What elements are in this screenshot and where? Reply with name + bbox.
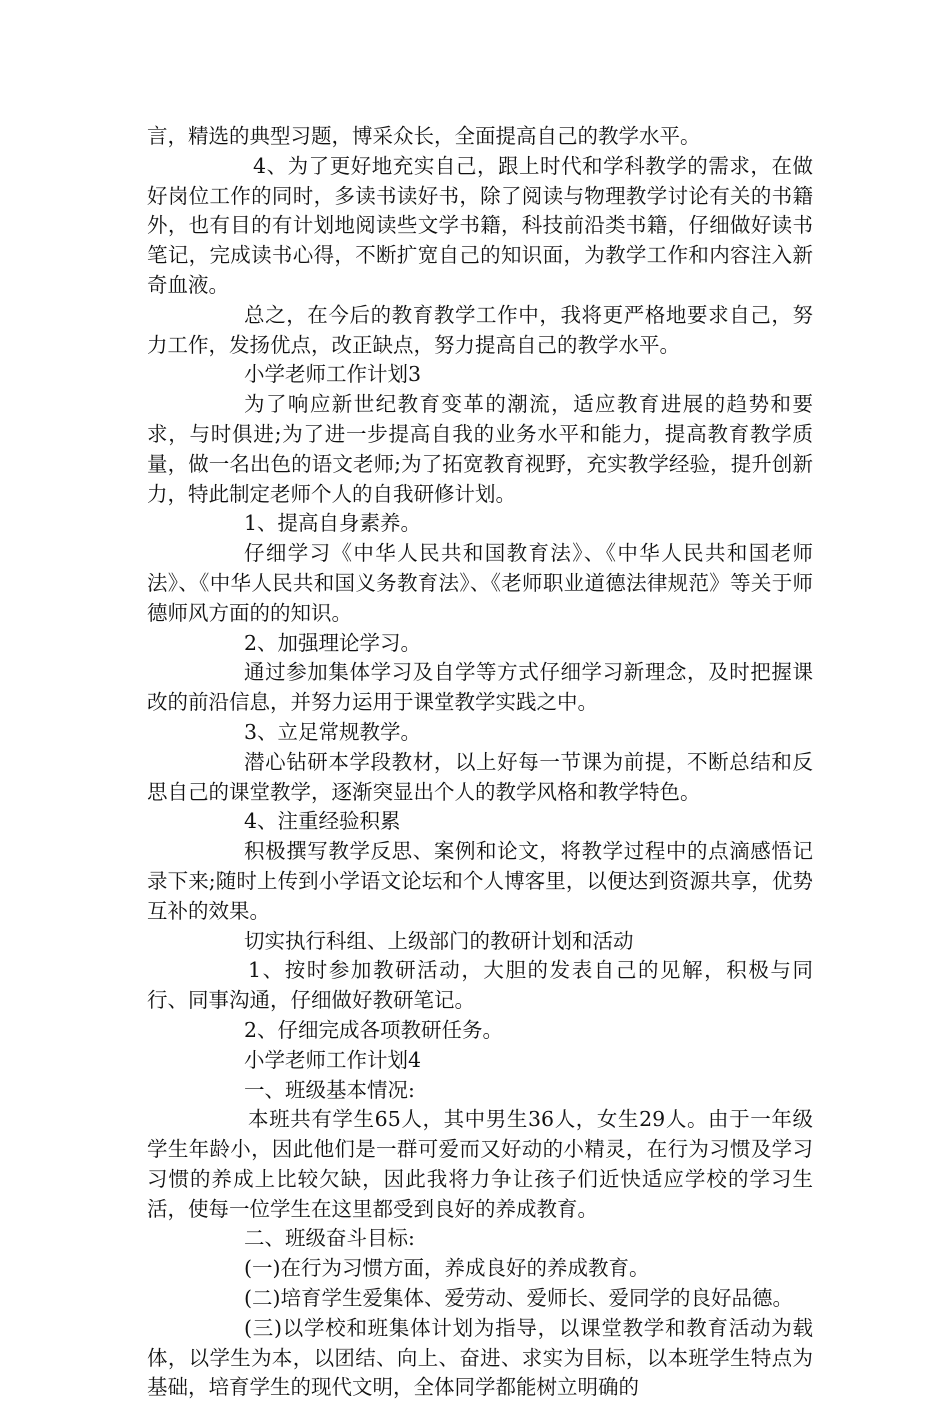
paragraph-goal-1: (一)在行为习惯方面，养成良好的养成教育。: [244, 1256, 650, 1281]
paragraph-research-1: 1、按时参加教研活动，大胆的发表自己的见解，积极与同行、同事沟通，仔细做好教研笔记。: [147, 958, 813, 1013]
paragraph-goal-3: (三)以学校和班集体计划为指导，以课堂教学和教育活动为载体，以学生为本，以团结、向上、奋进、求实为目标，以本班学生特点为基础，培育学生的现代文明，全体同学都能树立明确的: [147, 1315, 813, 1400]
section-heading-plan-4: 小学老师工作计划4: [244, 1047, 422, 1072]
subheading-class-info: 一、班级基本情况:: [244, 1077, 415, 1102]
subheading-1: 1、提高自身素养。: [244, 511, 422, 536]
paragraph-experience: 积极撰写教学反思、案例和论文，将教学过程中的点滴感悟记录下来;随时上传到小学语文论坛和个人博客里，以便达到资源共享，优势互补的效果。: [147, 839, 813, 923]
document-body: [147, 122, 813, 1403]
paragraph-intro: 为了响应新世纪教育变革的潮流，适应教育进展的趋势和要求，与时俱进;为了进一步提高自我的业务水平和能力，提高教育教学质量，做一名出色的语文老师;为了拓宽教育视野，充实教学经验，提升创新力，特此制定老师个人的自我研修计划。: [147, 392, 813, 506]
section-heading-plan-3: 小学老师工作计划3: [244, 362, 422, 387]
paragraph-teaching: 潜心钻研本学段教材，以上好每一节课为前提，不断总结和反思自己的课堂教学，逐渐突显出个人的教学风格和教学特色。: [147, 749, 813, 804]
paragraph-research-2: 2、仔细完成各项教研任务。: [244, 1017, 504, 1042]
subheading-research: 切实执行科组、上级部门的教研计划和活动: [244, 928, 634, 953]
subheading-3: 3、立足常规教学。: [244, 719, 422, 744]
paragraph-law-study: 仔细学习《中华人民共和国教育法》、《中华人民共和国老师法》、《中华人民共和国义务教育法》、《老师职业道德法律规范》等关于师德师风方面的的知识。: [147, 541, 813, 625]
subheading-2: 2、加强理论学习。: [244, 630, 422, 655]
paragraph-class-info: 本班共有学生65人，其中男生36人，女生29人。由于一年级学生年龄小，因此他们是一群可爱而又好动的小精灵，在行为习惯及学习习惯的养成上比较欠缺，因此我将力争让孩子们近快适应学校的学习生活，使每一位学生在这里都受到良好的养成教育。: [147, 1107, 813, 1221]
subheading-4: 4、注重经验积累: [244, 809, 401, 834]
paragraph-goal-2: (二)培育学生爱集体、爱劳动、爱师长、爱同学的良好品德。: [244, 1286, 793, 1311]
subheading-class-goals: 二、班级奋斗目标:: [244, 1226, 415, 1251]
paragraph-summary: 总之，在今后的教育教学工作中，我将更严格地要求自己，努力工作，发扬优点，改正缺点，努力提高自己的教学水平。: [147, 302, 813, 357]
paragraph-item-4: 4、为了更好地充实自己，跟上时代和学科教学的需求，在做好岗位工作的同时，多读书读好书，除了阅读与物理教学讨论有关的书籍外，也有目的有计划地阅读些文学书籍，科技前沿类书籍，仔细做好读书笔记，完成读书心得，不断扩宽自己的知识面，为教学工作和内容注入新奇血液。: [147, 153, 813, 297]
paragraph-theory: 通过参加集体学习及自学等方式仔细学习新理念，及时把握课改的前沿信息，并努力运用于课堂教学实践之中。: [147, 660, 813, 715]
paragraph-continuation: 言，精选的典型习题，博采众长，全面提高自己的教学水平。: [147, 124, 701, 148]
